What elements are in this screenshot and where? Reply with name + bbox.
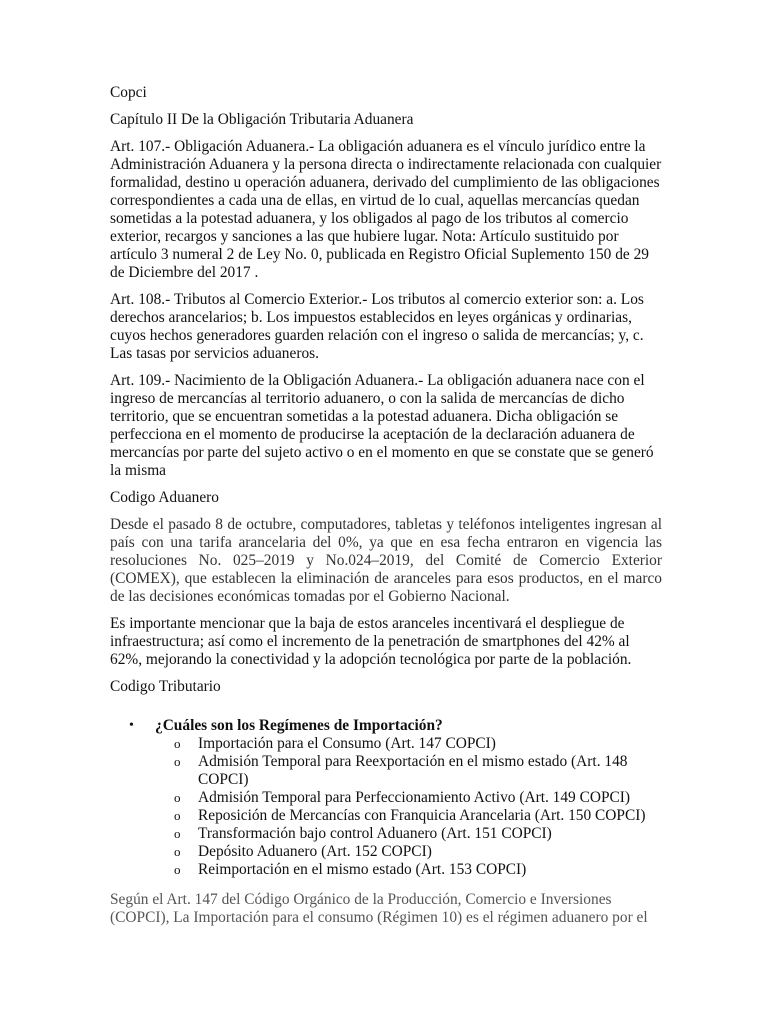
circle-bullet-icon: o (174, 736, 181, 751)
regimen-label: Importación para el Consumo (Art. 147 COPCI) (198, 735, 496, 752)
list-item (151, 753, 662, 789)
article-108: Art. 108.- Tributos al Comercio Exterior.- Los tributos al comercio exterior son: a. Los derechos arancelarios; b. Los impuestos establecidos en leyes orgánicas y ordinarias, cuyos hechos generadores guarden relación con el ingreso o salida de mercancías; y, c. Las tasas por servicios aduaneros. (110, 291, 644, 362)
regimen-label: Admisión Temporal para Perfeccionamiento Activo (Art. 149 COPCI) (198, 789, 631, 806)
codigo-aduanero-paragraph: Es importante mencionar que la baja de estos aranceles incentivará el despliegue de infraestructura; así como el incremento de la penetración de smartphones del 42% al 62%, mejorando la conectividad y la adopción tecnológica por parte de la población. (110, 615, 632, 668)
article-109: Art. 109.- Nacimiento de la Obligación Aduanera.- La obligación aduanera nace con el ingreso de mercancías al territorio aduanero, o con la salida de mercancías de dicho territorio, que se encuentran sometidas a la potestad aduanera. Dicha obligación se perfecciona en el momento de producirse la aceptación de la declaración aduanera de mercancías por parte del sujeto activo o en el momento en que se constate que se generó la misma (110, 372, 654, 479)
regimenes-question: ¿Cuáles son los Regímenes de Importación? (155, 717, 443, 734)
codigo-tributario-heading: Codigo Tributario (110, 678, 221, 695)
list-item (151, 825, 662, 843)
list-item (151, 861, 662, 879)
bullet-icon: • (129, 718, 134, 733)
list-spacer (110, 879, 662, 891)
circle-bullet-icon: o (174, 808, 181, 823)
circle-bullet-icon: o (174, 790, 181, 805)
circle-bullet-icon: o (174, 826, 181, 841)
chapter-title: Capítulo II De la Obligación Tributaria Aduanera (110, 111, 414, 128)
document-header: Copci (110, 84, 147, 101)
document-body (110, 84, 662, 936)
list-item (151, 843, 662, 861)
regimenes-sublist (155, 735, 662, 879)
closing-paragraph: Según el Art. 147 del Código Orgánico de la Producción, Comercio e Inversiones (COPCI), La Importación para el consumo (Régimen 10) es el régimen aduanero por el (110, 891, 648, 926)
circle-bullet-icon: o (174, 754, 181, 769)
article-107: Art. 107.- Obligación Aduanera.- La obligación aduanera es el vínculo jurídico entre la Administración Aduanera y la persona directa o indirectamente relacionada con cualquier formalidad, destino u operación aduanera, derivado del cumplimiento de las obligaciones correspondientes a cada una de ellas, en virtud de lo cual, aquellas mercancías quedan sometidas a la potestad aduanera, y los obligados al pago de los tributos al comercio exterior, recargos y sanciones a las que hubiere lugar. Nota: Artículo sustituido por artículo 3 numeral 2 de Ley No. 0, publicada en Registro Oficial Suplemento 150 de 29 de Diciembre del 2017 . (110, 138, 662, 281)
list-item (151, 807, 662, 825)
list-item (110, 717, 662, 879)
circle-bullet-icon: o (174, 862, 181, 877)
regimen-label: Depósito Aduanero (Art. 152 COPCI) (198, 843, 432, 860)
list-spacer (110, 705, 662, 717)
regimen-label: Transformación bajo control Aduanero (Art. 151 COPCI) (198, 825, 552, 842)
regimen-label: Admisión Temporal para Reexportación en el mismo estado (Art. 148 COPCI) (198, 753, 628, 788)
circle-bullet-icon: o (174, 844, 181, 859)
list-item (151, 789, 662, 807)
codigo-aduanero-heading: Codigo Aduanero (110, 489, 220, 506)
regimenes-list (110, 717, 662, 879)
regimen-label: Reimportación en el mismo estado (Art. 153 COPCI) (198, 861, 527, 878)
regimen-label: Reposición de Mercancías con Franquicia Arancelaria (Art. 150 COPCI) (198, 807, 646, 824)
codigo-aduanero-paragraph: Desde el pasado 8 de octubre, computadores, tabletas y teléfonos inteligentes ingresan al país con una tarifa arancelaria del 0%, ya que en esa fecha entraron en vigencia las resoluciones No. 025–2019 y No.024–2019, del Comité de Comercio Exterior (COMEX), que establecen la eliminación de aranceles para esos productos, en el marco de las decisiones económicas tomadas por el Gobierno Nacional. (110, 516, 662, 605)
list-item (151, 735, 662, 753)
